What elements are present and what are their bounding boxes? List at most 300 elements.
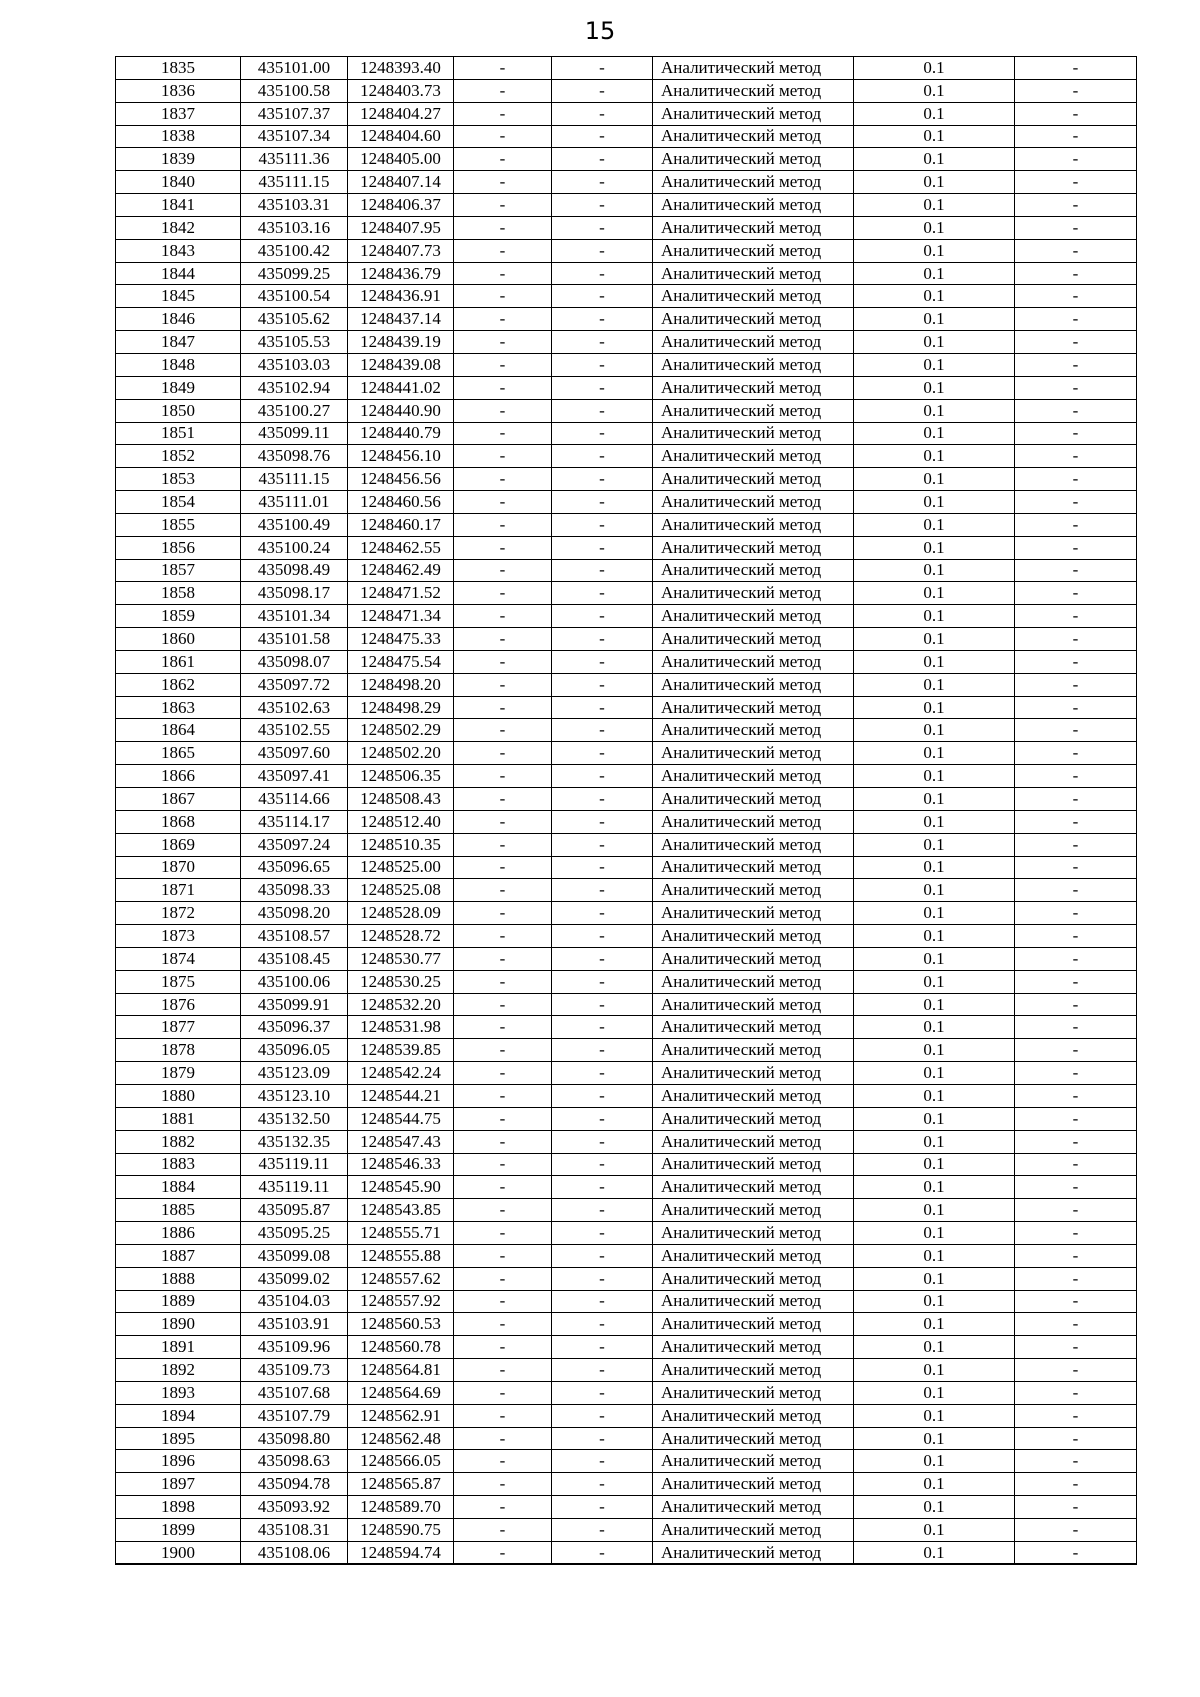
dash-cell: -: [552, 171, 653, 194]
accuracy-cell: 0.1: [854, 696, 1015, 719]
method-cell: Аналитический метод: [653, 833, 854, 856]
method-cell: Аналитический метод: [653, 491, 854, 514]
accuracy-cell: 0.1: [854, 1336, 1015, 1359]
y-coordinate-cell: 1248557.62: [348, 1267, 454, 1290]
method-cell: Аналитический метод: [653, 947, 854, 970]
point-number-cell: 1866: [116, 765, 241, 788]
dash-cell: -: [454, 216, 552, 239]
table-row: [116, 285, 1137, 308]
dash-cell: -: [454, 399, 552, 422]
point-number-cell: 1841: [116, 194, 241, 217]
method-cell: Аналитический метод: [653, 902, 854, 925]
y-coordinate-cell: 1248564.81: [348, 1359, 454, 1382]
point-number-cell: 1870: [116, 856, 241, 879]
dash-cell: -: [552, 1313, 653, 1336]
accuracy-cell: 0.1: [854, 513, 1015, 536]
dash-cell: -: [454, 1381, 552, 1404]
dash-cell: -: [552, 1084, 653, 1107]
x-coordinate-cell: 435109.73: [241, 1359, 348, 1382]
y-coordinate-cell: 1248475.33: [348, 628, 454, 651]
accuracy-cell: 0.1: [854, 79, 1015, 102]
point-number-cell: 1868: [116, 810, 241, 833]
y-coordinate-cell: 1248531.98: [348, 1016, 454, 1039]
y-coordinate-cell: 1248462.49: [348, 559, 454, 582]
dash-cell: -: [552, 57, 653, 80]
dash-cell: -: [1015, 399, 1137, 422]
dash-cell: -: [454, 285, 552, 308]
method-cell: Аналитический метод: [653, 1016, 854, 1039]
accuracy-cell: 0.1: [854, 559, 1015, 582]
accuracy-cell: 0.1: [854, 1267, 1015, 1290]
dash-cell: -: [1015, 102, 1137, 125]
point-number-cell: 1845: [116, 285, 241, 308]
table-row: [116, 171, 1137, 194]
table-row: [116, 810, 1137, 833]
x-coordinate-cell: 435109.96: [241, 1336, 348, 1359]
accuracy-cell: 0.1: [854, 57, 1015, 80]
dash-cell: -: [1015, 1404, 1137, 1427]
dash-cell: -: [552, 1062, 653, 1085]
dash-cell: -: [454, 673, 552, 696]
dash-cell: -: [552, 742, 653, 765]
point-number-cell: 1876: [116, 993, 241, 1016]
dash-cell: -: [1015, 559, 1137, 582]
x-coordinate-cell: 435101.58: [241, 628, 348, 651]
method-cell: Аналитический метод: [653, 1404, 854, 1427]
table-row: [116, 1427, 1137, 1450]
dash-cell: -: [1015, 1153, 1137, 1176]
table-row: [116, 925, 1137, 948]
dash-cell: -: [552, 194, 653, 217]
dash-cell: -: [1015, 605, 1137, 628]
method-cell: Аналитический метод: [653, 239, 854, 262]
dash-cell: -: [552, 810, 653, 833]
point-number-cell: 1898: [116, 1496, 241, 1519]
table-row: [116, 1176, 1137, 1199]
dash-cell: -: [454, 1450, 552, 1473]
accuracy-cell: 0.1: [854, 1541, 1015, 1564]
x-coordinate-cell: 435097.72: [241, 673, 348, 696]
table-row: [116, 696, 1137, 719]
x-coordinate-cell: 435132.35: [241, 1130, 348, 1153]
table-row: [116, 1541, 1137, 1564]
dash-cell: -: [454, 1199, 552, 1222]
accuracy-cell: 0.1: [854, 605, 1015, 628]
method-cell: Аналитический метод: [653, 788, 854, 811]
method-cell: Аналитический метод: [653, 696, 854, 719]
dash-cell: -: [552, 1404, 653, 1427]
table-row: [116, 148, 1137, 171]
y-coordinate-cell: 1248436.91: [348, 285, 454, 308]
accuracy-cell: 0.1: [854, 239, 1015, 262]
dash-cell: -: [1015, 216, 1137, 239]
dash-cell: -: [552, 1016, 653, 1039]
table-row: [116, 399, 1137, 422]
method-cell: Аналитический метод: [653, 1381, 854, 1404]
dash-cell: -: [552, 308, 653, 331]
dash-cell: -: [1015, 1222, 1137, 1245]
accuracy-cell: 0.1: [854, 308, 1015, 331]
method-cell: Аналитический метод: [653, 148, 854, 171]
dash-cell: -: [552, 1244, 653, 1267]
dash-cell: -: [1015, 925, 1137, 948]
x-coordinate-cell: 435132.50: [241, 1107, 348, 1130]
x-coordinate-cell: 435100.27: [241, 399, 348, 422]
table-row: [116, 1153, 1137, 1176]
method-cell: Аналитический метод: [653, 582, 854, 605]
dash-cell: -: [454, 742, 552, 765]
dash-cell: -: [552, 1107, 653, 1130]
accuracy-cell: 0.1: [854, 216, 1015, 239]
dash-cell: -: [552, 1039, 653, 1062]
dash-cell: -: [1015, 879, 1137, 902]
y-coordinate-cell: 1248555.88: [348, 1244, 454, 1267]
y-coordinate-cell: 1248532.20: [348, 993, 454, 1016]
table-body: [116, 57, 1137, 1565]
accuracy-cell: 0.1: [854, 993, 1015, 1016]
point-number-cell: 1874: [116, 947, 241, 970]
table-row: [116, 102, 1137, 125]
method-cell: Аналитический метод: [653, 1336, 854, 1359]
accuracy-cell: 0.1: [854, 1199, 1015, 1222]
point-number-cell: 1864: [116, 719, 241, 742]
x-coordinate-cell: 435114.17: [241, 810, 348, 833]
dash-cell: -: [454, 605, 552, 628]
dash-cell: -: [552, 833, 653, 856]
dash-cell: -: [552, 125, 653, 148]
dash-cell: -: [552, 879, 653, 902]
dash-cell: -: [1015, 513, 1137, 536]
method-cell: Аналитический метод: [653, 650, 854, 673]
dash-cell: -: [1015, 1519, 1137, 1542]
point-number-cell: 1880: [116, 1084, 241, 1107]
x-coordinate-cell: 435093.92: [241, 1496, 348, 1519]
accuracy-cell: 0.1: [854, 650, 1015, 673]
point-number-cell: 1843: [116, 239, 241, 262]
table-row: [116, 422, 1137, 445]
accuracy-cell: 0.1: [854, 1107, 1015, 1130]
x-coordinate-cell: 435098.33: [241, 879, 348, 902]
y-coordinate-cell: 1248404.27: [348, 102, 454, 125]
table-row: [116, 536, 1137, 559]
dash-cell: -: [552, 582, 653, 605]
point-number-cell: 1861: [116, 650, 241, 673]
accuracy-cell: 0.1: [854, 902, 1015, 925]
dash-cell: -: [552, 445, 653, 468]
x-coordinate-cell: 435101.00: [241, 57, 348, 80]
method-cell: Аналитический метод: [653, 970, 854, 993]
x-coordinate-cell: 435098.07: [241, 650, 348, 673]
method-cell: Аналитический метод: [653, 262, 854, 285]
x-coordinate-cell: 435119.11: [241, 1153, 348, 1176]
dash-cell: -: [1015, 1107, 1137, 1130]
method-cell: Аналитический метод: [653, 468, 854, 491]
point-number-cell: 1851: [116, 422, 241, 445]
point-number-cell: 1875: [116, 970, 241, 993]
x-coordinate-cell: 435102.63: [241, 696, 348, 719]
method-cell: Аналитический метод: [653, 673, 854, 696]
point-number-cell: 1862: [116, 673, 241, 696]
dash-cell: -: [552, 399, 653, 422]
dash-cell: -: [1015, 1016, 1137, 1039]
x-coordinate-cell: 435100.06: [241, 970, 348, 993]
x-coordinate-cell: 435100.42: [241, 239, 348, 262]
point-number-cell: 1865: [116, 742, 241, 765]
table-row: [116, 788, 1137, 811]
x-coordinate-cell: 435103.16: [241, 216, 348, 239]
x-coordinate-cell: 435098.49: [241, 559, 348, 582]
accuracy-cell: 0.1: [854, 628, 1015, 651]
x-coordinate-cell: 435095.87: [241, 1199, 348, 1222]
accuracy-cell: 0.1: [854, 925, 1015, 948]
dash-cell: -: [1015, 491, 1137, 514]
y-coordinate-cell: 1248560.53: [348, 1313, 454, 1336]
point-number-cell: 1884: [116, 1176, 241, 1199]
dash-cell: -: [454, 1359, 552, 1382]
accuracy-cell: 0.1: [854, 856, 1015, 879]
point-number-cell: 1899: [116, 1519, 241, 1542]
dash-cell: -: [552, 673, 653, 696]
dash-cell: -: [454, 1222, 552, 1245]
method-cell: Аналитический метод: [653, 1176, 854, 1199]
table-row: [116, 239, 1137, 262]
y-coordinate-cell: 1248528.72: [348, 925, 454, 948]
x-coordinate-cell: 435119.11: [241, 1176, 348, 1199]
method-cell: Аналитический метод: [653, 925, 854, 948]
y-coordinate-cell: 1248564.69: [348, 1381, 454, 1404]
x-coordinate-cell: 435102.55: [241, 719, 348, 742]
accuracy-cell: 0.1: [854, 445, 1015, 468]
dash-cell: -: [1015, 1267, 1137, 1290]
y-coordinate-cell: 1248407.95: [348, 216, 454, 239]
dash-cell: -: [454, 125, 552, 148]
y-coordinate-cell: 1248471.52: [348, 582, 454, 605]
dash-cell: -: [552, 422, 653, 445]
dash-cell: -: [1015, 239, 1137, 262]
table-row: [116, 970, 1137, 993]
table-row: [116, 1222, 1137, 1245]
method-cell: Аналитический метод: [653, 79, 854, 102]
dash-cell: -: [552, 1473, 653, 1496]
y-coordinate-cell: 1248565.87: [348, 1473, 454, 1496]
point-number-cell: 1881: [116, 1107, 241, 1130]
x-coordinate-cell: 435098.63: [241, 1450, 348, 1473]
dash-cell: -: [1015, 1313, 1137, 1336]
dash-cell: -: [454, 102, 552, 125]
y-coordinate-cell: 1248547.43: [348, 1130, 454, 1153]
table-row: [116, 1290, 1137, 1313]
y-coordinate-cell: 1248406.37: [348, 194, 454, 217]
method-cell: Аналитический метод: [653, 376, 854, 399]
dash-cell: -: [1015, 696, 1137, 719]
x-coordinate-cell: 435097.60: [241, 742, 348, 765]
dash-cell: -: [1015, 1381, 1137, 1404]
table-row: [116, 1359, 1137, 1382]
x-coordinate-cell: 435123.10: [241, 1084, 348, 1107]
dash-cell: -: [552, 1290, 653, 1313]
y-coordinate-cell: 1248475.54: [348, 650, 454, 673]
dash-cell: -: [552, 491, 653, 514]
dash-cell: -: [1015, 1290, 1137, 1313]
point-number-cell: 1886: [116, 1222, 241, 1245]
point-number-cell: 1853: [116, 468, 241, 491]
y-coordinate-cell: 1248544.21: [348, 1084, 454, 1107]
x-coordinate-cell: 435099.11: [241, 422, 348, 445]
point-number-cell: 1844: [116, 262, 241, 285]
point-number-cell: 1848: [116, 353, 241, 376]
point-number-cell: 1877: [116, 1016, 241, 1039]
dash-cell: -: [454, 239, 552, 262]
dash-cell: -: [1015, 331, 1137, 354]
x-coordinate-cell: 435107.68: [241, 1381, 348, 1404]
accuracy-cell: 0.1: [854, 788, 1015, 811]
dash-cell: -: [1015, 1541, 1137, 1564]
method-cell: Аналитический метод: [653, 810, 854, 833]
x-coordinate-cell: 435108.06: [241, 1541, 348, 1564]
point-number-cell: 1885: [116, 1199, 241, 1222]
dash-cell: -: [552, 1450, 653, 1473]
method-cell: Аналитический метод: [653, 102, 854, 125]
dash-cell: -: [1015, 1450, 1137, 1473]
y-coordinate-cell: 1248546.33: [348, 1153, 454, 1176]
accuracy-cell: 0.1: [854, 1450, 1015, 1473]
point-number-cell: 1896: [116, 1450, 241, 1473]
dash-cell: -: [454, 947, 552, 970]
y-coordinate-cell: 1248393.40: [348, 57, 454, 80]
dash-cell: -: [1015, 856, 1137, 879]
dash-cell: -: [552, 331, 653, 354]
table-row: [116, 1130, 1137, 1153]
dash-cell: -: [552, 1496, 653, 1519]
y-coordinate-cell: 1248439.08: [348, 353, 454, 376]
dash-cell: -: [552, 947, 653, 970]
dash-cell: -: [1015, 57, 1137, 80]
dash-cell: -: [1015, 422, 1137, 445]
table-row: [116, 308, 1137, 331]
dash-cell: -: [552, 79, 653, 102]
table-row: [116, 902, 1137, 925]
y-coordinate-cell: 1248508.43: [348, 788, 454, 811]
dash-cell: -: [454, 696, 552, 719]
table-row: [116, 1450, 1137, 1473]
dash-cell: -: [1015, 1084, 1137, 1107]
x-coordinate-cell: 435096.65: [241, 856, 348, 879]
x-coordinate-cell: 435107.34: [241, 125, 348, 148]
point-number-cell: 1900: [116, 1541, 241, 1564]
point-number-cell: 1842: [116, 216, 241, 239]
accuracy-cell: 0.1: [854, 1062, 1015, 1085]
y-coordinate-cell: 1248498.29: [348, 696, 454, 719]
dash-cell: -: [1015, 947, 1137, 970]
method-cell: Аналитический метод: [653, 1130, 854, 1153]
dash-cell: -: [454, 856, 552, 879]
dash-cell: -: [552, 559, 653, 582]
x-coordinate-cell: 435098.80: [241, 1427, 348, 1450]
accuracy-cell: 0.1: [854, 422, 1015, 445]
dash-cell: -: [454, 1107, 552, 1130]
method-cell: Аналитический метод: [653, 1473, 854, 1496]
accuracy-cell: 0.1: [854, 468, 1015, 491]
y-coordinate-cell: 1248539.85: [348, 1039, 454, 1062]
point-number-cell: 1852: [116, 445, 241, 468]
table-row: [116, 513, 1137, 536]
y-coordinate-cell: 1248441.02: [348, 376, 454, 399]
table-row: [116, 1473, 1137, 1496]
point-number-cell: 1857: [116, 559, 241, 582]
accuracy-cell: 0.1: [854, 765, 1015, 788]
dash-cell: -: [552, 216, 653, 239]
x-coordinate-cell: 435103.31: [241, 194, 348, 217]
x-coordinate-cell: 435101.34: [241, 605, 348, 628]
accuracy-cell: 0.1: [854, 1153, 1015, 1176]
accuracy-cell: 0.1: [854, 810, 1015, 833]
method-cell: Аналитический метод: [653, 536, 854, 559]
dash-cell: -: [454, 1519, 552, 1542]
y-coordinate-cell: 1248436.79: [348, 262, 454, 285]
dash-cell: -: [552, 1336, 653, 1359]
dash-cell: -: [454, 1244, 552, 1267]
method-cell: Аналитический метод: [653, 308, 854, 331]
table-row: [116, 1244, 1137, 1267]
dash-cell: -: [552, 468, 653, 491]
accuracy-cell: 0.1: [854, 148, 1015, 171]
dash-cell: -: [454, 582, 552, 605]
dash-cell: -: [454, 1062, 552, 1085]
dash-cell: -: [1015, 1473, 1137, 1496]
dash-cell: -: [1015, 673, 1137, 696]
table-row: [116, 559, 1137, 582]
table-row: [116, 765, 1137, 788]
y-coordinate-cell: 1248525.00: [348, 856, 454, 879]
table-row: [116, 856, 1137, 879]
point-number-cell: 1871: [116, 879, 241, 902]
point-number-cell: 1888: [116, 1267, 241, 1290]
table-row: [116, 1519, 1137, 1542]
accuracy-cell: 0.1: [854, 262, 1015, 285]
dash-cell: -: [454, 1153, 552, 1176]
method-cell: Аналитический метод: [653, 879, 854, 902]
accuracy-cell: 0.1: [854, 376, 1015, 399]
x-coordinate-cell: 435107.79: [241, 1404, 348, 1427]
accuracy-cell: 0.1: [854, 125, 1015, 148]
dash-cell: -: [454, 468, 552, 491]
accuracy-cell: 0.1: [854, 1496, 1015, 1519]
y-coordinate-cell: 1248544.75: [348, 1107, 454, 1130]
method-cell: Аналитический метод: [653, 1427, 854, 1450]
accuracy-cell: 0.1: [854, 194, 1015, 217]
dash-cell: -: [552, 1222, 653, 1245]
dash-cell: -: [454, 628, 552, 651]
dash-cell: -: [454, 536, 552, 559]
accuracy-cell: 0.1: [854, 1016, 1015, 1039]
table-row: [116, 879, 1137, 902]
x-coordinate-cell: 435099.02: [241, 1267, 348, 1290]
accuracy-cell: 0.1: [854, 285, 1015, 308]
dash-cell: -: [1015, 765, 1137, 788]
point-number-cell: 1879: [116, 1062, 241, 1085]
dash-cell: -: [1015, 810, 1137, 833]
x-coordinate-cell: 435100.24: [241, 536, 348, 559]
dash-cell: -: [552, 239, 653, 262]
method-cell: Аналитический метод: [653, 993, 854, 1016]
point-number-cell: 1890: [116, 1313, 241, 1336]
accuracy-cell: 0.1: [854, 1427, 1015, 1450]
dash-cell: -: [454, 925, 552, 948]
dash-cell: -: [552, 513, 653, 536]
x-coordinate-cell: 435114.66: [241, 788, 348, 811]
dash-cell: -: [1015, 1244, 1137, 1267]
table-row: [116, 650, 1137, 673]
